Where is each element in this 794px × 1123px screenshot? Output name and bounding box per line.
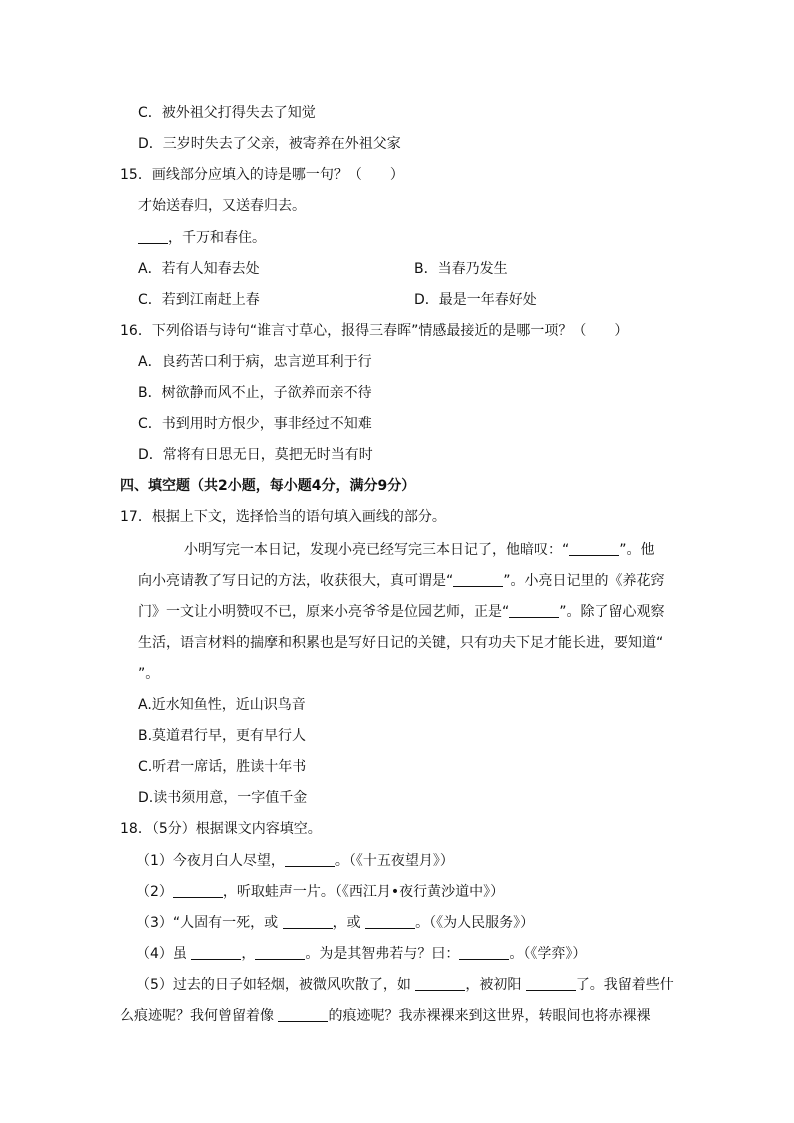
q16-option-a: A．良药苦口利于病，忠言逆耳利于行 [138, 354, 372, 370]
q18-item-5-continued: 么痕迹呢？我何曾留着像 的痕迹呢？我赤裸裸来到这世界，转眼间也将赤裸裸 [120, 1008, 651, 1024]
q18-item-5: （5）过去的日子如轻烟，被微风吹散了，如 ，被初阳 了。我留着些什 [136, 977, 674, 993]
q18-item-3: （3）“人固有一死，或 ，或 。（《为人民服务》） [136, 915, 535, 931]
q15-poem-line-1: 才始送春归，又送春归去。 [138, 198, 306, 214]
q18-item-2: （2） ，听取蛙声一片。（《西江月•夜行黄沙道中》） [136, 884, 505, 900]
answer-blank [509, 603, 559, 618]
q17-passage-line-1: 小明写完一本日记，发现小亮已经写完三本日记了，他暗叹：“ ”。他 [184, 542, 655, 558]
q16-option-d: D．常将有日思无日，莫把无时当有时 [138, 447, 373, 463]
q15-option-c: C．若到江南赶上春 [138, 292, 260, 308]
q17-option-a: A.近水知鱼性，近山识鸟音 [138, 697, 306, 713]
answer-blank [191, 945, 241, 960]
q16-stem: 16．下列俗语与诗句“谁言寸草心，报得三春晖”情感最接近的是哪一项？（ ） [120, 323, 629, 339]
q18-item-4: （4）虽 ， 。为是其智弗若与？曰： 。（《学弈》） [136, 946, 587, 962]
answer-blank [255, 945, 305, 960]
answer-blank [285, 852, 335, 867]
q15-option-a: A．若有人知春去处 [138, 261, 260, 277]
q17-option-b: B.莫道君行早，更有早行人 [138, 728, 307, 744]
q14-option-c: C．被外祖父打得失去了知觉 [138, 105, 316, 121]
q17-passage-line-4: 生活，语言材料的揣摩和积累也是写好日记的关键，只有功夫下足才能长进，要知道“ [138, 635, 664, 651]
answer-blank [526, 976, 576, 991]
q15-poem-line-2: ，千万和春住。 [138, 228, 266, 248]
q17-passage-line-3: 门》一文让小明赞叹不已，原来小亮爷爷是位园艺师，正是“ ”。除了留心观察 [138, 604, 665, 620]
q17-passage-line-2: 向小亮请教了写日记的方法，收获很大，真可谓是“ ”。小亮日记里的《养花窍 [138, 573, 665, 589]
q18-item-1: （1）今夜月白人尽望， 。（《十五夜望月》） [136, 853, 454, 869]
q18-stem: 18．（5分）根据课文内容填空。 [120, 821, 322, 837]
answer-blank [453, 572, 503, 587]
answer-blank [173, 883, 223, 898]
q15-option-b: B．当春乃发生 [414, 261, 508, 277]
q16-option-c: C．书到用时方恨少，事非经过不知难 [138, 416, 372, 432]
answer-blank [365, 914, 415, 929]
q17-option-d: D.读书须用意，一字值千金 [138, 790, 308, 806]
answer-blank [415, 976, 465, 991]
q15-stem: 15．画线部分应填入的诗是哪一句？（ ） [120, 167, 404, 183]
answer-blank [283, 914, 333, 929]
q17-stem: 17．根据上下文，选择恰当的语句填入画线的部分。 [120, 509, 446, 525]
answer-blank [138, 229, 168, 244]
q17-option-c: C.听君一席话，胜读十年书 [138, 759, 307, 775]
answer-blank [278, 1007, 328, 1022]
q14-option-d: D．三岁时失去了父亲，被寄养在外祖父家 [138, 136, 401, 152]
q17-passage-line-5: ”。 [138, 666, 160, 682]
section-heading: 四、填空题（共2小题，每小题4分，满分9分） [120, 478, 416, 494]
answer-blank [459, 945, 509, 960]
answer-blank [569, 541, 619, 556]
q16-option-b: B．树欲静而风不止，子欲养而亲不待 [138, 385, 372, 401]
q15-option-d: D．最是一年春好处 [414, 292, 537, 308]
